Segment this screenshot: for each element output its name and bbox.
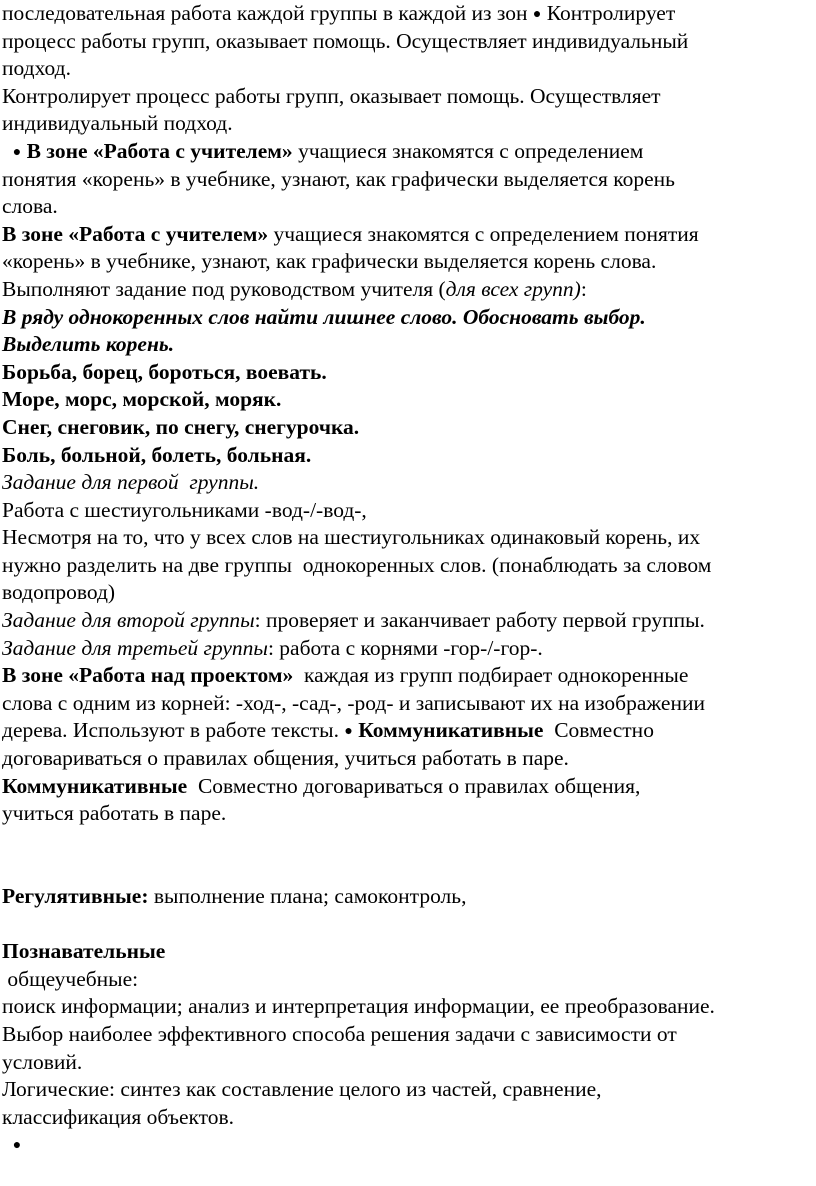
text-run-italic: для всех групп) [445,276,581,301]
text-run: каждая из групп подбирает однокоренные [293,663,689,688]
text-line: процесс работы групп, оказывает помощь. Осуществляет индивидуальный [2,28,689,53]
bullet-icon: ● [12,144,22,160]
text-line: Работа с шестиугольниками -вод-/-вод-, [2,497,367,522]
text-run: Совместно договариваться о правилах общения, [187,773,641,798]
text-line [2,883,814,911]
text-line [2,1131,814,1159]
text-run: Совместно [543,718,654,743]
task-heading: Задание для третьей группы [2,635,268,660]
skill-heading: Познавательные [2,939,166,964]
text-line: Логические: синтез как составление целого из частей, сравнение, [2,1077,602,1102]
task-instruction: Выделить корень. [2,332,175,357]
text-line [2,607,814,635]
text-line: слова с одним из корней: -ход-, -сад-, -род- и записывают их на изображении [2,690,705,715]
blank-line [2,911,814,939]
text-line [2,221,814,249]
text-line [2,773,814,801]
text-line: условий. [2,1049,83,1074]
word-row: Боль, больной, болеть, больная. [2,442,312,467]
text-run: Контролирует [541,1,676,25]
text-line: Контролирует процесс работы групп, оказывает помощь. Осуществляет [2,83,661,108]
text-line [2,0,814,28]
word-row: Борьба, борец, бороться, воевать. [2,359,327,384]
zone-heading: В зоне «Работа над проектом» [2,663,294,688]
text-run: Выполняют задание под руководством учителя ( [2,276,446,301]
skill-heading: Коммуникативные [352,718,544,743]
text-line: «корень» в учебнике, узнают, как графически выделяется корень слова. [2,249,657,274]
text-run: : работа с корнями -гор-/-гор-. [267,635,543,660]
text-run: учащиеся знакомятся с определением [292,138,644,163]
word-row: Снег, снеговик, по снегу, снегурочка. [2,414,360,439]
text-run: выполнение плана; самоконтроль, [148,884,467,908]
text-line: классификация объектов. [2,1104,235,1129]
text-line: Несмотря на то, что у всех слов на шестиугольниках одинаковый корень, их [2,525,701,550]
text-line [2,635,814,663]
skill-heading: Коммуникативные [2,773,188,798]
zone-heading: В зоне «Работа с учителем» [26,138,293,163]
text-line: учиться работать в паре. [2,801,227,826]
text-line: подход. [2,56,71,81]
text-line [2,662,814,690]
text-line: Выбор наиболее эффективного способа решения задачи с зависимости от [2,1021,677,1046]
text-line: слова. [2,194,58,219]
text-run: учащиеся знакомятся с определением понятия [268,221,699,246]
text-run: дерева. Используют в работе тексты. [2,718,345,743]
text-line: индивидуальный подход. [2,111,233,136]
blank-line [2,828,814,856]
bullet-icon: ● [344,724,353,740]
bullet-icon: ● [12,1138,22,1154]
text-line [2,717,814,745]
text-line [2,276,814,304]
text-line: понятия «корень» в учебнике, узнают, как графически выделяется корень [2,166,675,191]
task-instruction: В ряду однокоренных слов найти лишнее слово. Обосновать выбор. [2,304,646,329]
text-run: : проверяет и заканчивает работу первой группы. [254,608,705,633]
text-line: нужно разделить на две группы однокоренных слов. (понаблюдать за словом [2,552,712,577]
task-heading: Задание для первой группы. [2,470,260,495]
word-row: Море, морс, морской, моряк. [2,387,282,412]
skill-heading: Регулятивные: [2,884,149,908]
text-line: общеучебные: [2,966,139,991]
text-run: последовательная работа каждой группы в каждой из зон [2,1,533,25]
text-line: договариваться о правилах общения, учиться работать в паре. [2,746,569,771]
text-line [2,138,814,166]
text-run: : [580,276,587,301]
blank-line [2,855,814,883]
bullet-icon: ● [532,7,542,22]
text-line: поиск информации; анализ и интерпретация информации, ее преобразование. [2,994,715,1019]
text-line: водопровод) [2,580,116,605]
task-heading: Задание для второй группы [2,608,255,633]
zone-heading: В зоне «Работа с учителем» [2,221,269,246]
